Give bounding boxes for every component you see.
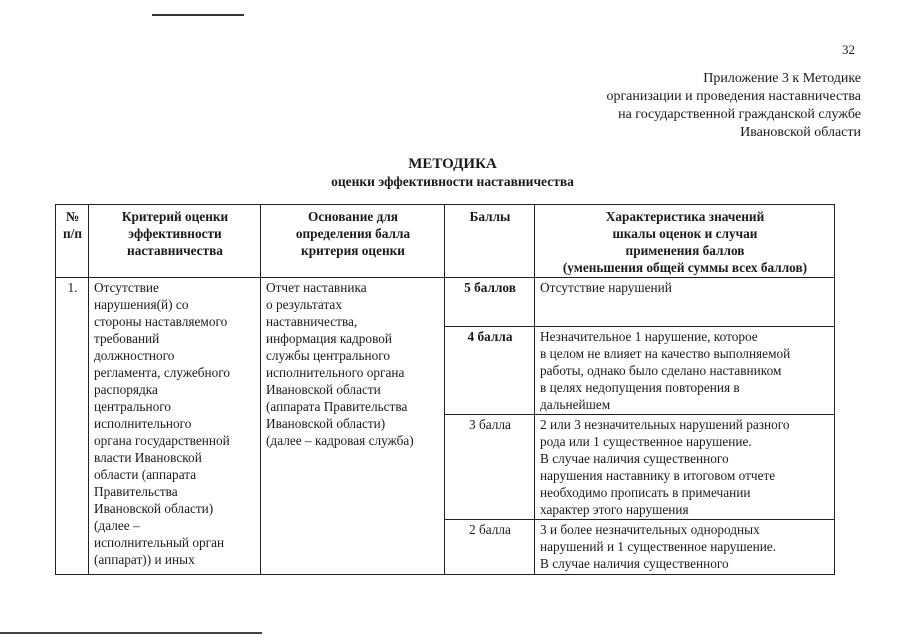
- appendix-note: [606, 70, 861, 142]
- appendix-line: организации и проведения наставничества: [606, 89, 861, 104]
- document-title: [0, 155, 905, 191]
- scan-artifact-line: [0, 632, 262, 634]
- evaluation-table: [55, 204, 835, 575]
- description-cell: Незначительное 1 нарушение, которое в целом не влияет на качество выполняемой работы, однако было сделано наставником в целях недопущения повторения в дальнейшем: [535, 327, 835, 415]
- title-main: МЕТОДИКА: [408, 156, 497, 172]
- score-cell: [445, 415, 535, 520]
- table-row: [56, 278, 835, 327]
- scan-artifact-line: [152, 14, 244, 16]
- score-cell: [445, 520, 535, 575]
- header-criterion: Критерий оценки эффективности наставничества: [89, 205, 261, 278]
- description-cell: 2 или 3 незначительных нарушений разного рода или 1 существенное нарушение. В случае наличия существенного нарушения наставнику в итоговом отчете необходимо прописать в примечании характер этого нарушения: [535, 415, 835, 520]
- description-cell: Отсутствие нарушений: [535, 278, 835, 327]
- title-sub: оценки эффективности наставничества: [331, 174, 574, 189]
- table-header-row: [56, 205, 835, 278]
- appendix-line: Приложение 3 к Методике: [703, 71, 861, 86]
- appendix-line: Ивановской области: [740, 125, 861, 140]
- score-value: 2 балла: [469, 522, 511, 537]
- header-number: № п/п: [56, 205, 89, 278]
- criterion-cell: Отсутствие нарушения(й) со стороны наставляемого требований должностного регламента, служебного распорядка центрального исполнительного органа государственной власти Ивановской области (аппарата Правительства Ивановской области) (далее – исполнительный орган (аппарат)) и иных: [89, 278, 261, 575]
- score-value: 4 балла: [467, 329, 513, 344]
- score-value: 5 баллов: [464, 280, 516, 295]
- appendix-line: на государственной гражданской службе: [618, 107, 861, 122]
- header-characteristics: Характеристика значений шкалы оценок и случаи применения баллов (уменьшения общей суммы всех баллов): [535, 205, 835, 278]
- description-cell: 3 и более незначительных однородных нарушений и 1 существенное нарушение. В случае наличия существенного: [535, 520, 835, 575]
- row-number: 1.: [56, 278, 89, 575]
- score-cell: [445, 278, 535, 327]
- basis-cell: Отчет наставника о результатах наставничества, информация кадровой службы центрального исполнительного органа Ивановской области (аппарата Правительства Ивановской области) (далее – кадровая служба): [261, 278, 445, 575]
- header-scores: Баллы: [445, 205, 535, 278]
- page-number: 32: [842, 42, 855, 57]
- score-value: 3 балла: [469, 417, 511, 432]
- score-cell: [445, 327, 535, 415]
- header-basis: Основание для определения балла критерия оценки: [261, 205, 445, 278]
